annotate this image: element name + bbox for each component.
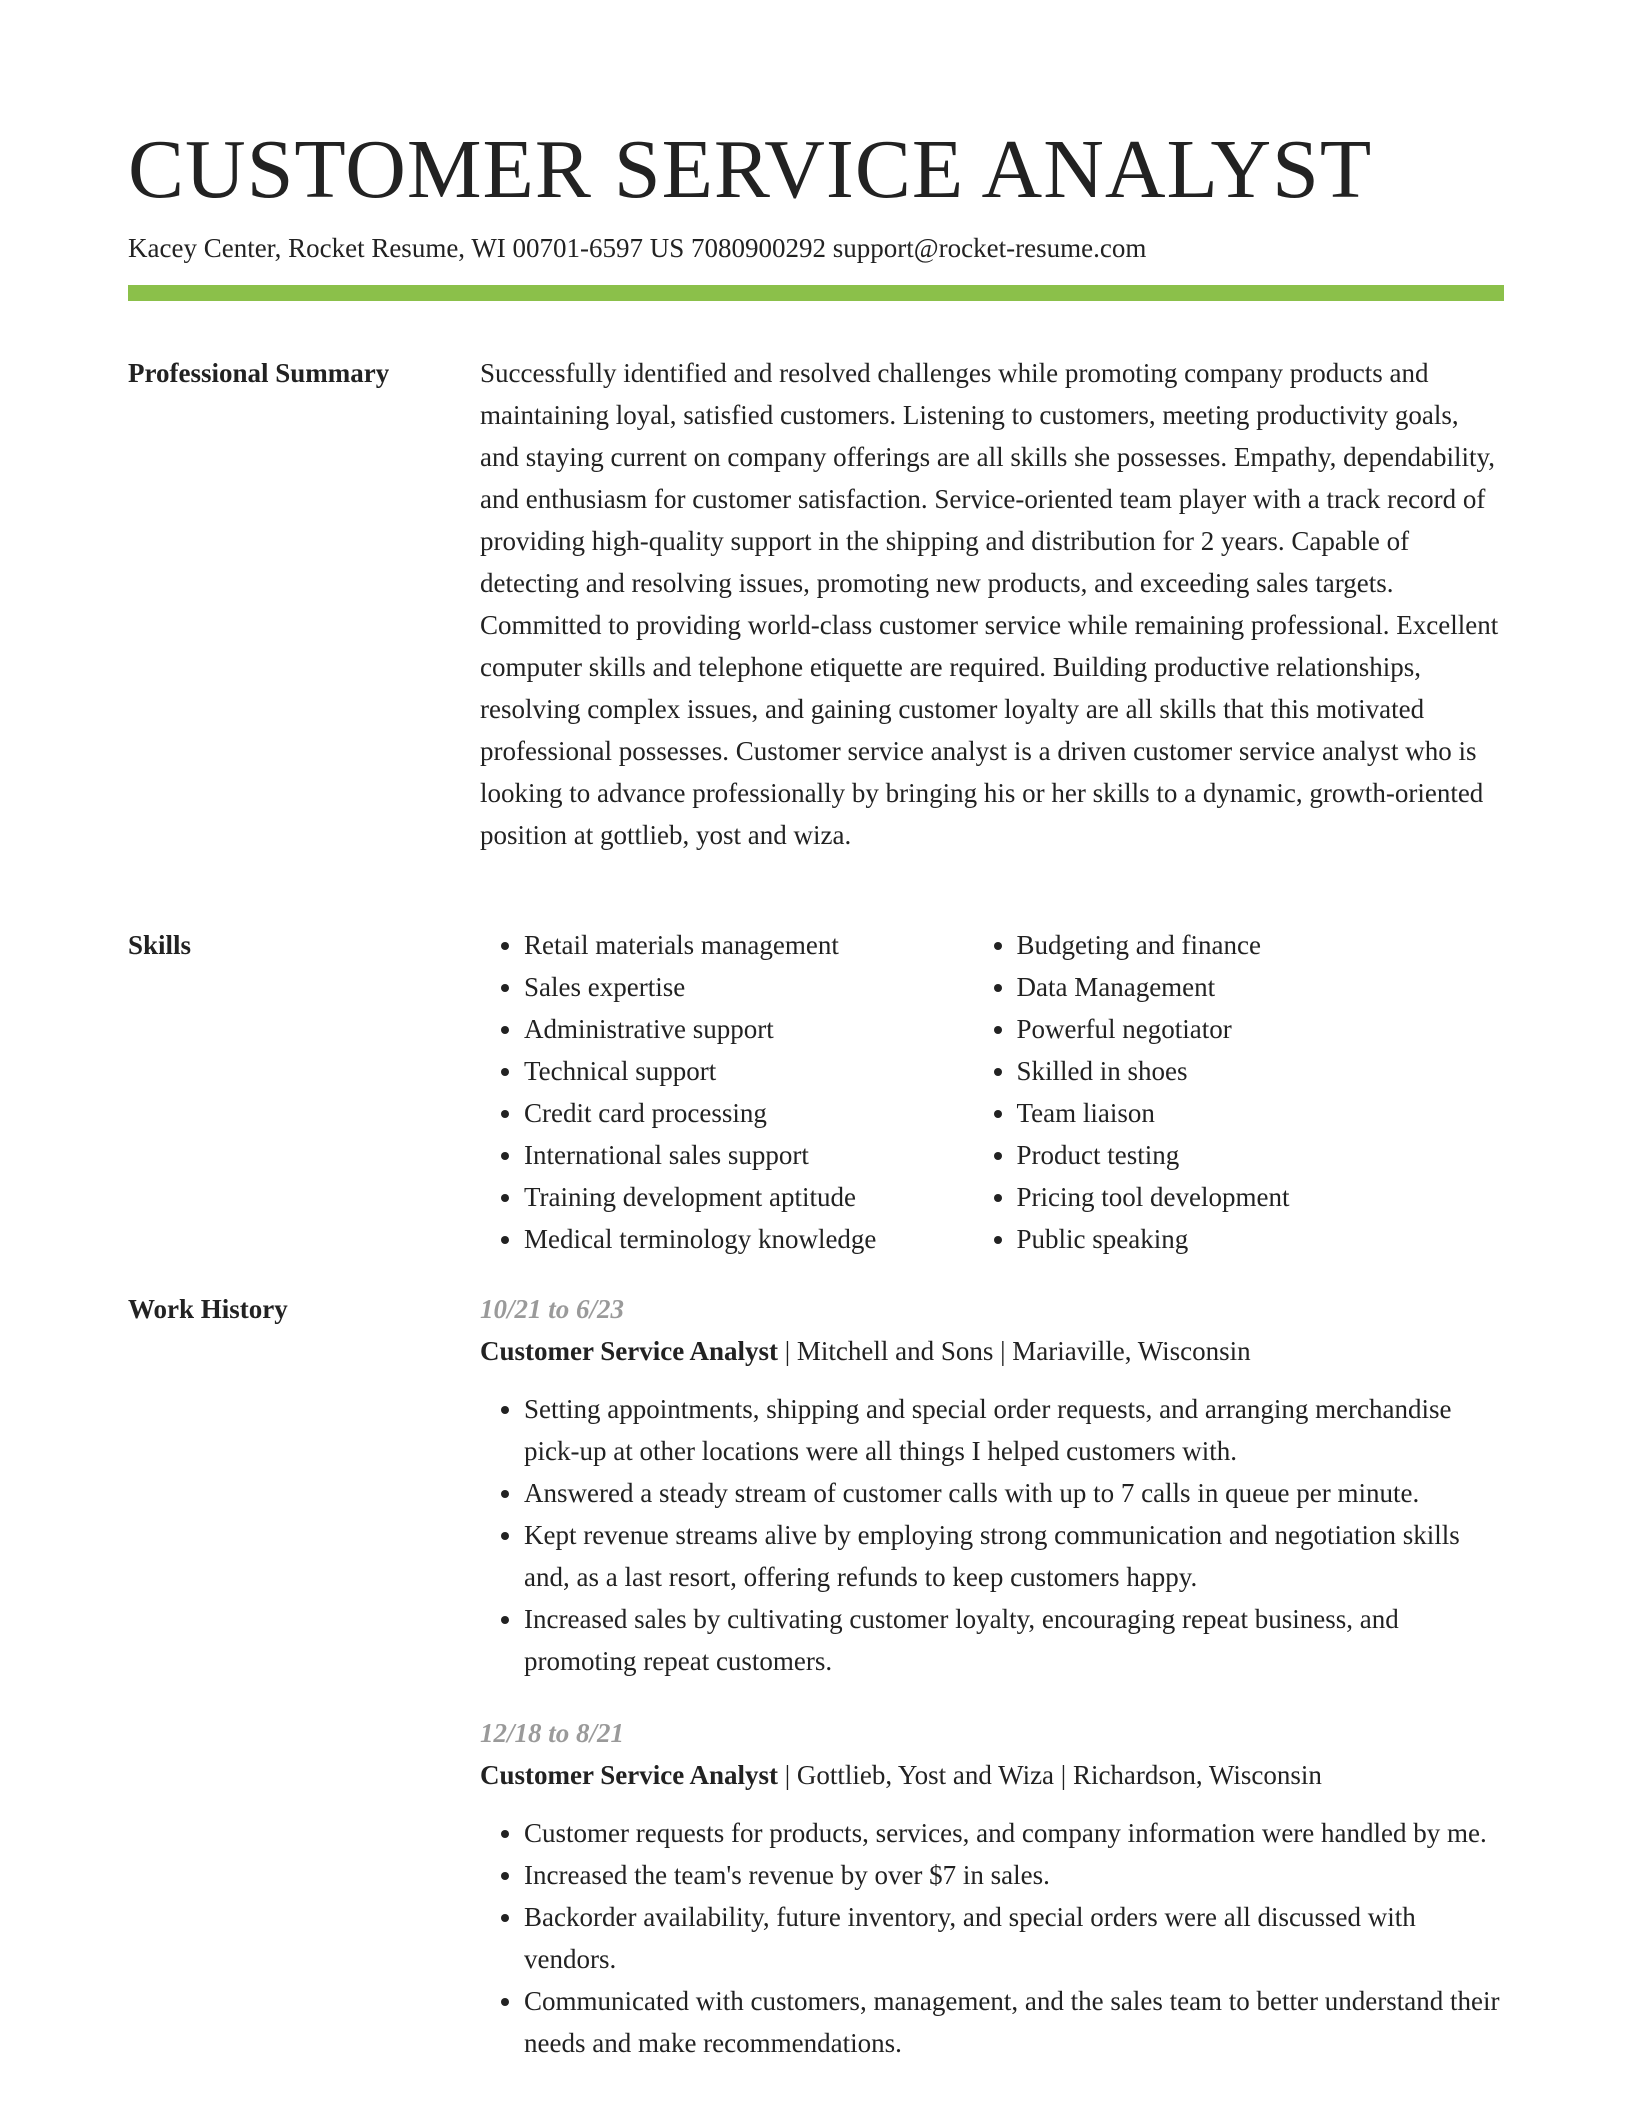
job-title-line (480, 1754, 1504, 1796)
skill-item: • Public speaking (1017, 1218, 1505, 1260)
job-employer-location: | Gottlieb, Yost and Wiza | Richardson, Wisconsin (777, 1760, 1322, 1790)
skill-item: • Administrative support (524, 1008, 973, 1050)
section-heading-skills: Skills (128, 930, 192, 960)
job-entry (480, 1712, 1504, 2064)
skill-item: • Budgeting and finance (1017, 924, 1505, 966)
skill-item: • Training development aptitude (524, 1176, 973, 1218)
summary-text: Successfully identified and resolved challenges while promoting company products and maintaining loyal, satisfied customers. Listening to customers, meeting productivity goals, and staying current on company offerings are all skills she possesses. Empathy, dependability, and enthusiasm for customer satisfaction. Service-oriented team player with a track record of providing high-quality support in the shipping and distribution for 2 years. Capable of detecting and resolving issues, promoting new products, and exceeding sales targets. Committed to providing world-class customer service while remaining professional. Excellent computer skills and telephone etiquette are required. Building productive relationships, resolving complex issues, and gaining customer loyalty are all skills that this motivated professional possesses. Customer service analyst is a driven customer service analyst who is looking to advance professionally by bringing his or her skills to a dynamic, growth-oriented position at gottlieb, yost and wiza. (480, 358, 1499, 850)
skill-item: • Skilled in shoes (1017, 1050, 1505, 1092)
skills-list-right (973, 924, 1505, 1260)
job-employer-location: | Mitchell and Sons | Mariaville, Wisconsin (777, 1336, 1251, 1366)
skills-list-left (480, 924, 973, 1260)
job-bullet: • Increased the team's revenue by over $7 in sales. (524, 1854, 1504, 1896)
skills-body (480, 924, 1504, 1260)
skill-item: • Credit card processing (524, 1092, 973, 1134)
skill-item: • Pricing tool development (1017, 1176, 1505, 1218)
job-bullet: • Increased sales by cultivating customer loyalty, encouraging repeat business, and promoting repeat customers. (524, 1598, 1504, 1682)
section-heading-summary: Professional Summary (128, 358, 390, 388)
job-bullet: • Kept revenue streams alive by employing strong communication and negotiation skills and, as a last resort, offering refunds to keep customers happy. (524, 1514, 1504, 1598)
job-entry (480, 1288, 1504, 1682)
skill-item: • Team liaison (1017, 1092, 1505, 1134)
skill-item: • Technical support (524, 1050, 973, 1092)
summary-body (480, 352, 1504, 856)
job-dates: 10/21 to 6/23 (480, 1294, 625, 1324)
job-title-line (480, 1330, 1504, 1372)
skill-item: • Data Management (1017, 966, 1505, 1008)
skill-item: • Powerful negotiator (1017, 1008, 1505, 1050)
resume-title: CUSTOMER SERVICE ANALYST (128, 123, 1373, 216)
skill-item: • Product testing (1017, 1134, 1505, 1176)
job-bullet: • Communicated with customers, management, and the sales team to better understand their needs and make recommendations. (524, 1980, 1504, 2064)
section-heading-work: Work History (128, 1294, 288, 1324)
job-title: Customer Service Analyst (480, 1336, 778, 1366)
contact-line: Kacey Center, Rocket Resume, WI 00701-6597 US 7080900292 support@rocket-resume.com (128, 233, 1147, 263)
skill-item: • Sales expertise (524, 966, 973, 1008)
job-dates: 12/18 to 8/21 (480, 1718, 625, 1748)
job-bullet: • Backorder availability, future inventory, and special orders were all discussed with vendors. (524, 1896, 1504, 1980)
skill-item: • International sales support (524, 1134, 973, 1176)
job-bullet: • Customer requests for products, services, and company information were handled by me. (524, 1812, 1504, 1854)
job-bullet: • Answered a steady stream of customer calls with up to 7 calls in queue per minute. (524, 1472, 1504, 1514)
job-bullets (480, 1812, 1504, 2064)
work-history-body (480, 1288, 1504, 2094)
job-bullets (480, 1388, 1504, 1682)
skill-item: • Medical terminology knowledge (524, 1218, 973, 1260)
skill-item: • Retail materials management (524, 924, 973, 966)
header-divider (128, 285, 1504, 301)
job-title: Customer Service Analyst (480, 1760, 778, 1790)
job-bullet: • Setting appointments, shipping and special order requests, and arranging merchandise pick-up at other locations were all things I helped customers with. (524, 1388, 1504, 1472)
